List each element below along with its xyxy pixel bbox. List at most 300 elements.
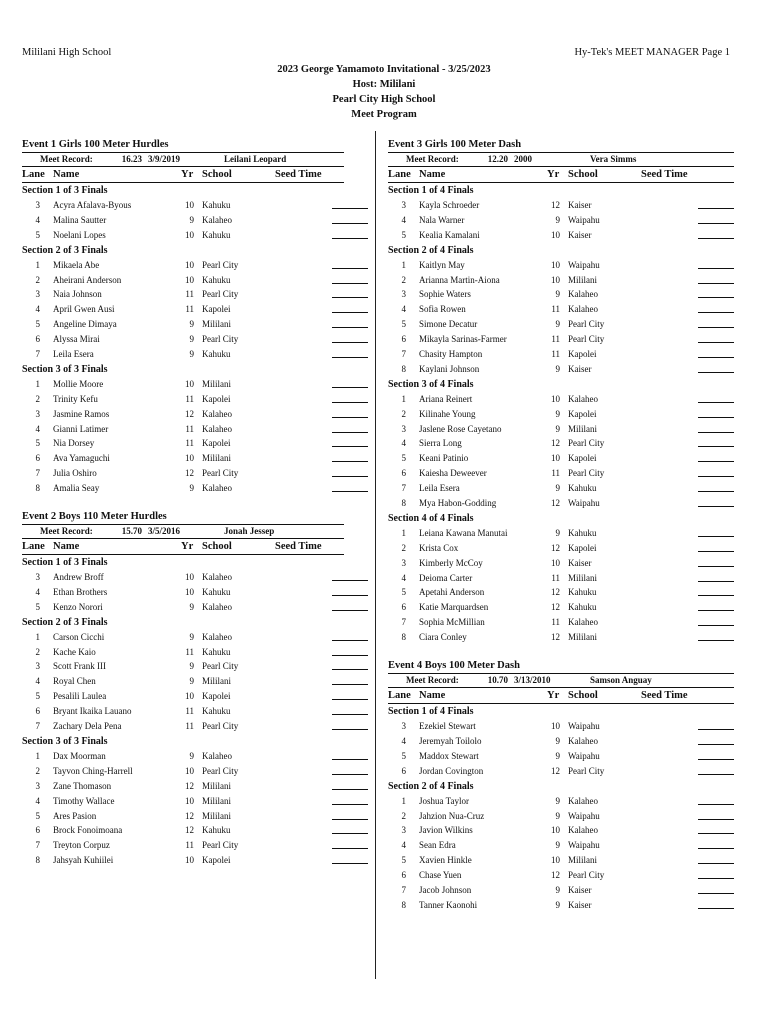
athlete-school: Kalaheo xyxy=(202,601,232,612)
lane-number: 8 xyxy=(35,855,40,866)
section-title: Section 3 of 3 Finals xyxy=(22,735,108,747)
seed-time-blank xyxy=(698,436,734,447)
athlete-name: Treyton Corpuz xyxy=(53,840,110,851)
lane-number: 2 xyxy=(401,408,406,419)
athlete-name: Sophie Waters xyxy=(419,289,471,300)
section-title: Section 2 of 3 Finals xyxy=(22,244,108,256)
seed-time-blank xyxy=(332,809,368,820)
seed-time-blank xyxy=(332,377,368,388)
entry-row xyxy=(388,749,734,764)
event-block xyxy=(22,137,344,496)
athlete-year: 11 xyxy=(185,304,194,315)
entry-row xyxy=(22,719,344,734)
athlete-school: Mililani xyxy=(202,676,231,687)
athlete-year: 11 xyxy=(551,468,560,479)
athlete-name: Aheirani Anderson xyxy=(53,274,122,285)
lane-number: 4 xyxy=(401,438,406,449)
seed-time-blank xyxy=(698,362,734,373)
athlete-school: Pearl City xyxy=(202,661,239,672)
lane-number: 1 xyxy=(35,259,40,270)
athlete-school: Waipahu xyxy=(568,810,600,821)
athlete-name: Krista Cox xyxy=(419,542,459,553)
seed-time-blank xyxy=(332,674,368,685)
lane-number: 6 xyxy=(401,468,406,479)
entry-row xyxy=(388,228,734,243)
athlete-year: 12 xyxy=(551,602,560,613)
athlete-year: 11 xyxy=(551,617,560,628)
lane-number: 5 xyxy=(401,319,406,330)
seed-time-blank xyxy=(332,719,368,730)
seed-time-blank xyxy=(698,809,734,820)
lane-number: 3 xyxy=(35,408,40,419)
record-label: Meet Record: xyxy=(40,526,93,537)
column-header xyxy=(388,688,734,704)
seed-time-blank xyxy=(332,645,368,656)
entry-row xyxy=(22,302,344,317)
section-title: Section 3 of 4 Finals xyxy=(388,378,474,390)
seed-time-blank xyxy=(332,630,368,641)
athlete-year: 10 xyxy=(551,721,560,732)
seed-time-blank xyxy=(698,838,734,849)
school-name: Mililani High School xyxy=(22,47,112,58)
athlete-year: 9 xyxy=(189,631,194,642)
col-school-header: School xyxy=(568,690,598,702)
seed-time-blank xyxy=(332,228,368,239)
athlete-year: 9 xyxy=(189,676,194,687)
entry-row xyxy=(388,794,734,809)
athlete-year: 9 xyxy=(555,423,560,434)
athlete-year: 10 xyxy=(551,229,560,240)
athlete-name: Carson Cicchi xyxy=(53,631,105,642)
entry-row xyxy=(22,228,344,243)
entry-row xyxy=(388,198,734,213)
athlete-school: Mililani xyxy=(202,780,231,791)
col-seed-header: Seed Time xyxy=(641,690,688,702)
athlete-year: 9 xyxy=(555,289,560,300)
athlete-year: 11 xyxy=(185,423,194,434)
athlete-school: Kahuku xyxy=(202,646,231,657)
seed-time-blank xyxy=(698,853,734,864)
section-title: Section 3 of 3 Finals xyxy=(22,363,108,375)
athlete-name: Joshua Taylor xyxy=(419,795,469,806)
right-column xyxy=(388,137,734,926)
seed-time-blank xyxy=(698,868,734,879)
athlete-year: 12 xyxy=(551,587,560,598)
athlete-name: Bryant Ikaika Lauano xyxy=(53,706,132,717)
athlete-school: Mililani xyxy=(568,423,597,434)
athlete-name: Nia Dorsey xyxy=(53,438,95,449)
record-time: 12.20 xyxy=(487,154,508,164)
lane-number: 5 xyxy=(35,438,40,449)
col-name-header: Name xyxy=(53,169,80,180)
seed-time-blank xyxy=(332,838,368,849)
athlete-school: Pearl City xyxy=(568,319,605,330)
athlete-name: Mya Habon-Godding xyxy=(419,498,497,509)
athlete-year: 9 xyxy=(189,750,194,761)
athlete-name: Jahzion Nua-Cruz xyxy=(419,810,485,821)
record-time: 10.70 xyxy=(487,675,508,686)
athlete-name: Jordan Covington xyxy=(419,765,484,776)
lane-number: 7 xyxy=(35,349,40,360)
entry-row xyxy=(388,392,734,407)
col-lane-header: Lane xyxy=(388,690,411,702)
lane-number: 5 xyxy=(401,229,406,240)
seed-time-blank xyxy=(332,704,368,715)
athlete-school: Pearl City xyxy=(202,259,239,270)
athlete-name: Mikaela Abe xyxy=(53,259,100,270)
athlete-year: 10 xyxy=(185,691,194,702)
lane-number: 6 xyxy=(35,334,40,345)
section-title: Section 2 of 4 Finals xyxy=(388,780,474,792)
athlete-school: Kahuku xyxy=(568,483,597,494)
athlete-year: 9 xyxy=(555,840,560,851)
col-yr-header: Yr xyxy=(181,541,194,553)
seed-time-blank xyxy=(698,273,734,284)
entry-row xyxy=(388,615,734,630)
athlete-name: Sean Edra xyxy=(419,840,456,851)
seed-time-blank xyxy=(332,407,368,418)
athlete-name: Sierra Long xyxy=(419,438,462,449)
athlete-year: 10 xyxy=(185,200,194,210)
event-title: Event 2 Boys 110 Meter Hurdles xyxy=(22,511,167,523)
record-holder: Jonah Jessep xyxy=(224,526,275,537)
athlete-year: 12 xyxy=(551,438,560,449)
entry-row xyxy=(22,645,344,660)
lane-number: 8 xyxy=(401,632,406,643)
athlete-year: 10 xyxy=(551,393,560,404)
athlete-school: Kahuku xyxy=(202,825,231,836)
athlete-school: Kahuku xyxy=(202,229,231,240)
athlete-school: Pearl City xyxy=(202,334,239,345)
entry-row xyxy=(388,734,734,749)
col-yr-header: Yr xyxy=(181,169,194,180)
seed-time-blank xyxy=(698,898,734,909)
meet-subtitle: Meet Program xyxy=(351,109,417,120)
entry-row xyxy=(388,287,734,302)
entry-row xyxy=(22,853,344,868)
lane-number: 1 xyxy=(401,527,406,538)
lane-number: 4 xyxy=(35,676,40,687)
athlete-name: April Gwen Ausi xyxy=(53,304,115,315)
athlete-year: 12 xyxy=(551,498,560,509)
athlete-name: Mikayla Sarinas-Farmer xyxy=(419,334,507,345)
entry-row xyxy=(388,868,734,883)
athlete-year: 11 xyxy=(185,840,194,851)
event-title: Event 3 Girls 100 Meter Dash xyxy=(388,139,522,150)
entry-row xyxy=(388,496,734,511)
athlete-school: Pearl City xyxy=(568,765,605,776)
athlete-year: 10 xyxy=(551,274,560,285)
entry-row xyxy=(22,317,344,332)
lane-number: 3 xyxy=(401,423,406,434)
athlete-year: 12 xyxy=(185,408,194,419)
entry-row xyxy=(388,719,734,734)
seed-time-blank xyxy=(332,332,368,343)
lane-number: 2 xyxy=(35,765,40,776)
athlete-school: Kalaheo xyxy=(568,795,598,806)
athlete-name: Jeremyah Toilolo xyxy=(419,735,482,746)
seed-time-blank xyxy=(698,541,734,552)
seed-time-blank xyxy=(332,213,368,224)
athlete-school: Pearl City xyxy=(202,765,239,776)
col-seed-header: Seed Time xyxy=(275,541,322,553)
col-name-header: Name xyxy=(419,169,446,180)
athlete-name: Tanner Kaonohi xyxy=(419,899,478,910)
athlete-school: Waipahu xyxy=(568,750,600,761)
athlete-name: Ciara Conley xyxy=(419,632,467,643)
entry-row xyxy=(388,630,734,645)
lane-number: 4 xyxy=(401,572,406,583)
athlete-year: 12 xyxy=(551,870,560,881)
left-column xyxy=(22,137,344,881)
record-time: 15.70 xyxy=(121,526,142,537)
seed-time-blank xyxy=(698,585,734,596)
entry-row xyxy=(22,287,344,302)
section-title: Section 2 of 3 Finals xyxy=(22,616,108,628)
athlete-name: Trinity Kefu xyxy=(53,393,98,404)
athlete-school: Pearl City xyxy=(568,870,605,881)
column-header xyxy=(22,167,344,183)
athlete-name: Leila Esera xyxy=(53,349,94,360)
entry-row xyxy=(388,853,734,868)
athlete-year: 9 xyxy=(555,810,560,821)
athlete-school: Kaiser xyxy=(568,557,592,568)
seed-time-blank xyxy=(698,615,734,626)
athlete-school: Waipahu xyxy=(568,214,600,225)
lane-number: 7 xyxy=(401,483,406,494)
event-block xyxy=(388,658,734,913)
athlete-name: Alyssa Mirai xyxy=(53,334,100,345)
lane-number: 2 xyxy=(401,810,406,821)
athlete-school: Kahuku xyxy=(568,602,597,613)
section-title: Section 2 of 4 Finals xyxy=(388,244,474,256)
entry-row xyxy=(388,556,734,571)
athlete-year: 12 xyxy=(551,542,560,553)
lane-number: 3 xyxy=(401,557,406,568)
meet-heading xyxy=(0,62,768,122)
athlete-school: Kalaheo xyxy=(202,631,232,642)
record-holder: Vera Simms xyxy=(590,154,637,164)
entry-row xyxy=(22,585,344,600)
lane-number: 6 xyxy=(35,825,40,836)
record-date: 3/13/2010 xyxy=(514,675,551,686)
col-lane-header: Lane xyxy=(22,169,45,180)
athlete-year: 9 xyxy=(555,884,560,895)
athlete-name: Jahsyah Kuhiilei xyxy=(53,855,114,866)
athlete-name: Chase Yuen xyxy=(419,870,462,881)
athlete-school: Pearl City xyxy=(568,468,605,479)
seed-time-blank xyxy=(698,719,734,730)
seed-time-blank xyxy=(332,764,368,775)
athlete-name: Ezekiel Stewart xyxy=(419,721,476,732)
athlete-school: Mililani xyxy=(568,572,597,583)
seed-time-blank xyxy=(698,466,734,477)
entry-row xyxy=(388,317,734,332)
entry-row xyxy=(22,273,344,288)
record-holder: Leilani Leopard xyxy=(224,154,287,164)
athlete-name: Zane Thomason xyxy=(53,780,112,791)
lane-number: 4 xyxy=(401,214,406,225)
athlete-year: 12 xyxy=(551,632,560,643)
entry-row xyxy=(22,258,344,273)
entry-row xyxy=(388,571,734,586)
athlete-name: Nala Warner xyxy=(419,214,465,225)
seed-time-blank xyxy=(698,496,734,507)
athlete-name: Kaylani Johnson xyxy=(419,363,480,374)
athlete-year: 9 xyxy=(555,363,560,374)
athlete-year: 10 xyxy=(185,274,194,285)
athlete-year: 12 xyxy=(185,780,194,791)
athlete-school: Kahuku xyxy=(202,586,231,597)
athlete-school: Kapolei xyxy=(202,304,231,315)
athlete-name: Angeline Dimaya xyxy=(53,319,117,330)
seed-time-blank xyxy=(332,317,368,328)
seed-time-blank xyxy=(698,481,734,492)
lane-number: 5 xyxy=(401,587,406,598)
athlete-school: Kalaheo xyxy=(568,393,598,404)
athlete-name: Jaslene Rose Cayetano xyxy=(419,423,502,434)
column-header xyxy=(22,539,344,555)
athlete-year: 10 xyxy=(185,572,194,583)
seed-time-blank xyxy=(698,332,734,343)
athlete-school: Mililani xyxy=(568,274,597,285)
athlete-name: Kilinahe Young xyxy=(419,408,476,419)
lane-number: 3 xyxy=(35,572,40,583)
lane-number: 2 xyxy=(35,646,40,657)
athlete-name: Jasmine Ramos xyxy=(53,408,110,419)
entry-row xyxy=(22,749,344,764)
athlete-year: 9 xyxy=(189,334,194,345)
athlete-school: Kapolei xyxy=(202,855,231,866)
lane-number: 4 xyxy=(35,214,40,225)
col-yr-header: Yr xyxy=(547,169,560,180)
athlete-school: Kahuku xyxy=(568,587,597,598)
athlete-school: Kapolei xyxy=(202,393,231,404)
athlete-name: Royal Chen xyxy=(53,676,96,687)
entry-row xyxy=(22,630,344,645)
record-date: 2000 xyxy=(514,154,532,164)
lane-number: 4 xyxy=(401,840,406,851)
entry-row xyxy=(388,541,734,556)
lane-number: 8 xyxy=(401,363,406,374)
athlete-name: Dax Moorman xyxy=(53,750,106,761)
athlete-school: Kaiser xyxy=(568,884,592,895)
athlete-school: Kalaheo xyxy=(202,423,232,434)
seed-time-blank xyxy=(332,436,368,447)
lane-number: 8 xyxy=(401,899,406,910)
lane-number: 8 xyxy=(401,498,406,509)
seed-time-blank xyxy=(698,258,734,269)
seed-time-blank xyxy=(698,213,734,224)
lane-number: 1 xyxy=(35,631,40,642)
athlete-school: Kalaheo xyxy=(202,483,232,494)
athlete-school: Pearl City xyxy=(202,289,239,300)
athlete-name: Javion Wilkins xyxy=(419,825,473,836)
seed-time-blank xyxy=(332,302,368,313)
athlete-name: Arianna Martin-Aiona xyxy=(419,274,500,285)
entry-row xyxy=(388,407,734,422)
seed-time-blank xyxy=(332,779,368,790)
lane-number: 2 xyxy=(401,274,406,285)
lane-number: 1 xyxy=(35,378,40,389)
athlete-school: Kalaheo xyxy=(568,825,598,836)
seed-time-blank xyxy=(698,407,734,418)
athlete-year: 11 xyxy=(185,646,194,657)
entry-row xyxy=(22,213,344,228)
entry-row xyxy=(388,451,734,466)
col-school-header: School xyxy=(202,541,232,553)
athlete-school: Kaiser xyxy=(568,200,592,210)
entry-row xyxy=(22,570,344,585)
athlete-year: 9 xyxy=(189,601,194,612)
entry-row xyxy=(22,764,344,779)
athlete-year: 10 xyxy=(551,825,560,836)
record-label: Meet Record: xyxy=(406,154,459,164)
athlete-name: Brock Fonoimoana xyxy=(53,825,123,836)
entry-row xyxy=(22,779,344,794)
athlete-name: Ava Yamaguchi xyxy=(53,453,110,464)
lane-number: 3 xyxy=(401,289,406,300)
athlete-school: Kalaheo xyxy=(202,572,232,583)
seed-time-blank xyxy=(332,422,368,433)
seed-time-blank xyxy=(698,392,734,403)
lane-number: 6 xyxy=(401,765,406,776)
athlete-year: 11 xyxy=(185,393,194,404)
entry-row xyxy=(388,898,734,913)
entry-row xyxy=(22,407,344,422)
lane-number: 3 xyxy=(35,661,40,672)
meet-record xyxy=(388,152,734,167)
athlete-school: Kaiser xyxy=(568,229,592,240)
athlete-name: Scott Frank III xyxy=(53,661,106,672)
seed-time-blank xyxy=(698,422,734,433)
lane-number: 4 xyxy=(35,423,40,434)
lane-number: 4 xyxy=(401,735,406,746)
lane-number: 4 xyxy=(35,795,40,806)
athlete-year: 11 xyxy=(551,349,560,360)
entry-row xyxy=(22,838,344,853)
athlete-year: 10 xyxy=(185,586,194,597)
record-date: 3/9/2019 xyxy=(148,154,181,164)
athlete-year: 9 xyxy=(189,483,194,494)
athlete-year: 11 xyxy=(185,438,194,449)
entry-row xyxy=(388,823,734,838)
record-date: 3/5/2016 xyxy=(148,526,181,537)
athlete-school: Mililani xyxy=(202,453,231,464)
col-lane-header: Lane xyxy=(388,169,411,180)
athlete-year: 11 xyxy=(551,334,560,345)
athlete-name: Sophia McMillian xyxy=(419,617,485,628)
athlete-year: 10 xyxy=(185,855,194,866)
athlete-name: Andrew Broff xyxy=(53,572,104,583)
athlete-school: Pearl City xyxy=(568,334,605,345)
athlete-school: Kahuku xyxy=(568,527,597,538)
athlete-name: Pesalili Laulea xyxy=(53,691,107,702)
seed-time-blank xyxy=(698,302,734,313)
lane-number: 2 xyxy=(401,542,406,553)
athlete-name: Maddox Stewart xyxy=(419,750,479,761)
entry-row xyxy=(22,794,344,809)
entry-row xyxy=(22,659,344,674)
seed-time-blank xyxy=(332,659,368,670)
athlete-school: Kalaheo xyxy=(568,304,598,315)
entry-row xyxy=(388,213,734,228)
athlete-school: Kahuku xyxy=(202,349,231,360)
col-seed-header: Seed Time xyxy=(275,169,322,180)
lane-number: 5 xyxy=(35,229,40,240)
entry-row xyxy=(388,332,734,347)
col-seed-header: Seed Time xyxy=(641,169,688,180)
